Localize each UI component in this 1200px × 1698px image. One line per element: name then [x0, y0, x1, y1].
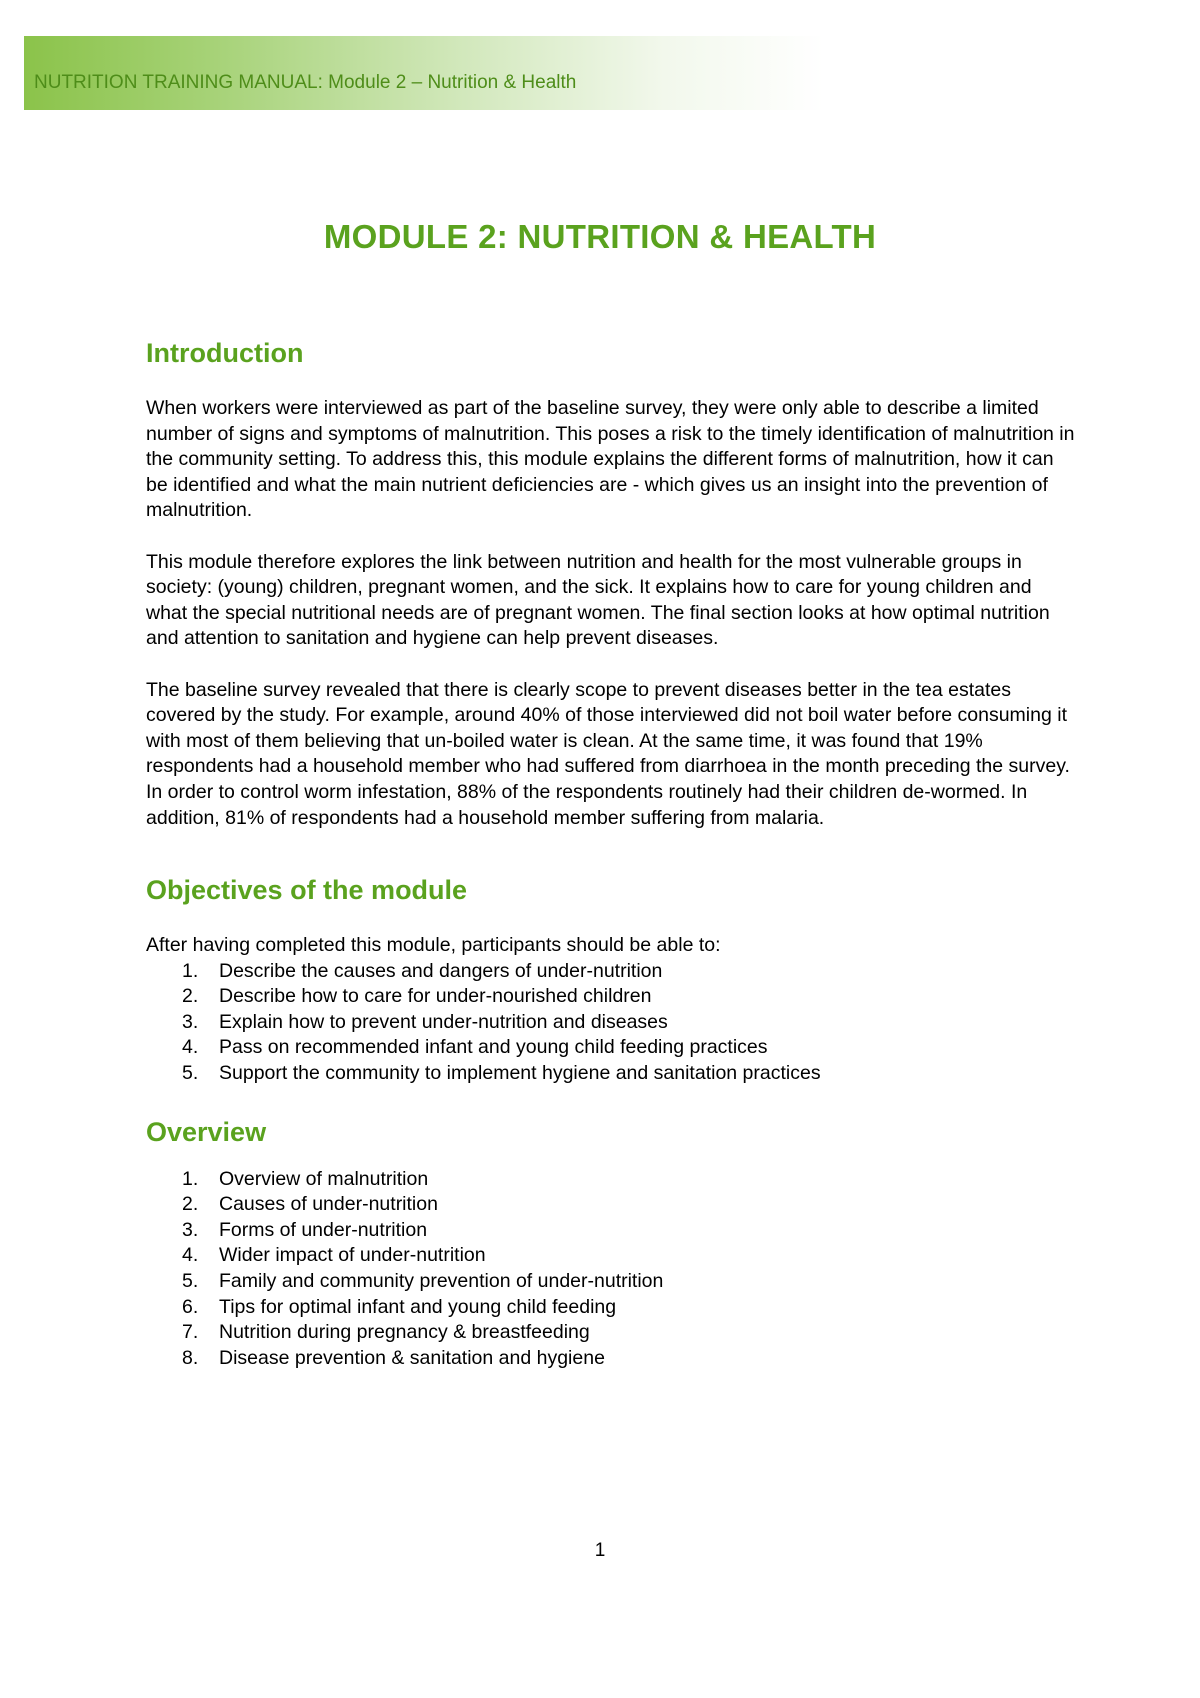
- page-number: 1: [594, 1540, 606, 1561]
- list-item-text: Family and community prevention of under-nutrition: [219, 1270, 664, 1293]
- introduction-section: [146, 336, 1076, 831]
- list-item: [146, 1035, 1076, 1061]
- list-item-text: Describe the causes and dangers of under-nutrition: [219, 959, 663, 982]
- overview-list: [146, 1167, 1076, 1372]
- main-content: [146, 336, 1076, 1371]
- list-item-text: Overview of malnutrition: [219, 1167, 429, 1190]
- introduction-heading: Introduction: [146, 338, 304, 368]
- list-item: [146, 1010, 1076, 1036]
- list-item: [146, 1269, 1076, 1295]
- intro-paragraph-1: When workers were interviewed as part of the baseline survey, they were only able to describe a limited number of signs and symptoms of malnutrition. This poses a risk to the timely identification of malnutrition in the community setting. To address this, this module explains the different forms of malnutrition, how it can be identified and what the main nutrient deficiencies are - which gives us an insight into the prevention of malnutrition.: [146, 397, 1075, 522]
- list-item-text: Support the community to implement hygiene and sanitation practices: [219, 1062, 821, 1085]
- list-item: [146, 1346, 1076, 1372]
- list-number: 1.: [182, 959, 199, 982]
- overview-section: [146, 1115, 1076, 1372]
- list-item: [146, 984, 1076, 1010]
- intro-paragraph-2: This module therefore explores the link between nutrition and health for the most vulnerable groups in society: (young) children, pregnant women, and the sick. It explains how to care for young children and what the special nutritional needs are of pregnant women. The final section looks at how optimal nutrition and attention to sanitation and hygiene can help prevent diseases.: [146, 550, 1050, 650]
- list-item-text: Tips for optimal infant and young child feeding: [219, 1295, 617, 1318]
- page-title: MODULE 2: NUTRITION & HEALTH: [323, 218, 877, 255]
- objectives-section: [146, 873, 1076, 1087]
- list-number: 5.: [182, 1270, 199, 1293]
- list-number: 1.: [182, 1167, 199, 1190]
- list-item: [146, 1192, 1076, 1218]
- list-item: [146, 1061, 1076, 1087]
- list-item: [146, 1243, 1076, 1269]
- list-number: 8.: [182, 1346, 199, 1369]
- list-number: 3.: [182, 1218, 199, 1241]
- list-number: 2.: [182, 985, 199, 1008]
- objectives-list: [146, 959, 1076, 1087]
- list-item: [146, 959, 1076, 985]
- list-item-text: Causes of under-nutrition: [219, 1193, 438, 1216]
- list-item: [146, 1295, 1076, 1321]
- intro-paragraph-3: The baseline survey revealed that there is clearly scope to prevent diseases better in the tea estates covered by the study. For example, around 40% of those interviewed did not boil water before consuming it with most of them believing that un-boiled water is clean. At the same time, it was found that 19% respondents had a household member who had suffered from diarrhoea in the month preceding the survey. In order to control worm infestation, 88% of the respondents routinely had their children de-wormed. In addition, 81% of respondents had a household member suffering from malaria.: [146, 678, 1070, 829]
- list-item-text: Forms of under-nutrition: [219, 1218, 428, 1241]
- list-item-text: Describe how to care for under-nourished children: [219, 985, 652, 1008]
- objectives-intro: After having completed this module, participants should be able to:: [146, 934, 721, 957]
- list-number: 7.: [182, 1321, 199, 1344]
- list-number: 4.: [182, 1244, 199, 1267]
- list-item-text: Disease prevention & sanitation and hygiene: [219, 1346, 605, 1369]
- list-number: 5.: [182, 1062, 199, 1085]
- header-band: [24, 36, 824, 110]
- list-number: 6.: [182, 1295, 199, 1318]
- list-item-text: Nutrition during pregnancy & breastfeeding: [219, 1321, 590, 1344]
- overview-heading: Overview: [146, 1116, 267, 1147]
- list-item: [146, 1320, 1076, 1346]
- list-number: 3.: [182, 1010, 199, 1033]
- list-item-text: Pass on recommended infant and young child feeding practices: [219, 1036, 768, 1059]
- list-item: [146, 1218, 1076, 1244]
- list-item: [146, 1167, 1076, 1193]
- list-item-text: Explain how to prevent under-nutrition and diseases: [219, 1010, 668, 1033]
- list-number: 4.: [182, 1036, 199, 1059]
- running-header: NUTRITION TRAINING MANUAL: Module 2 – Nutrition & Health: [34, 72, 577, 93]
- objectives-heading: Objectives of the module: [146, 875, 468, 906]
- list-item-text: Wider impact of under-nutrition: [219, 1244, 486, 1267]
- list-number: 2.: [182, 1193, 199, 1216]
